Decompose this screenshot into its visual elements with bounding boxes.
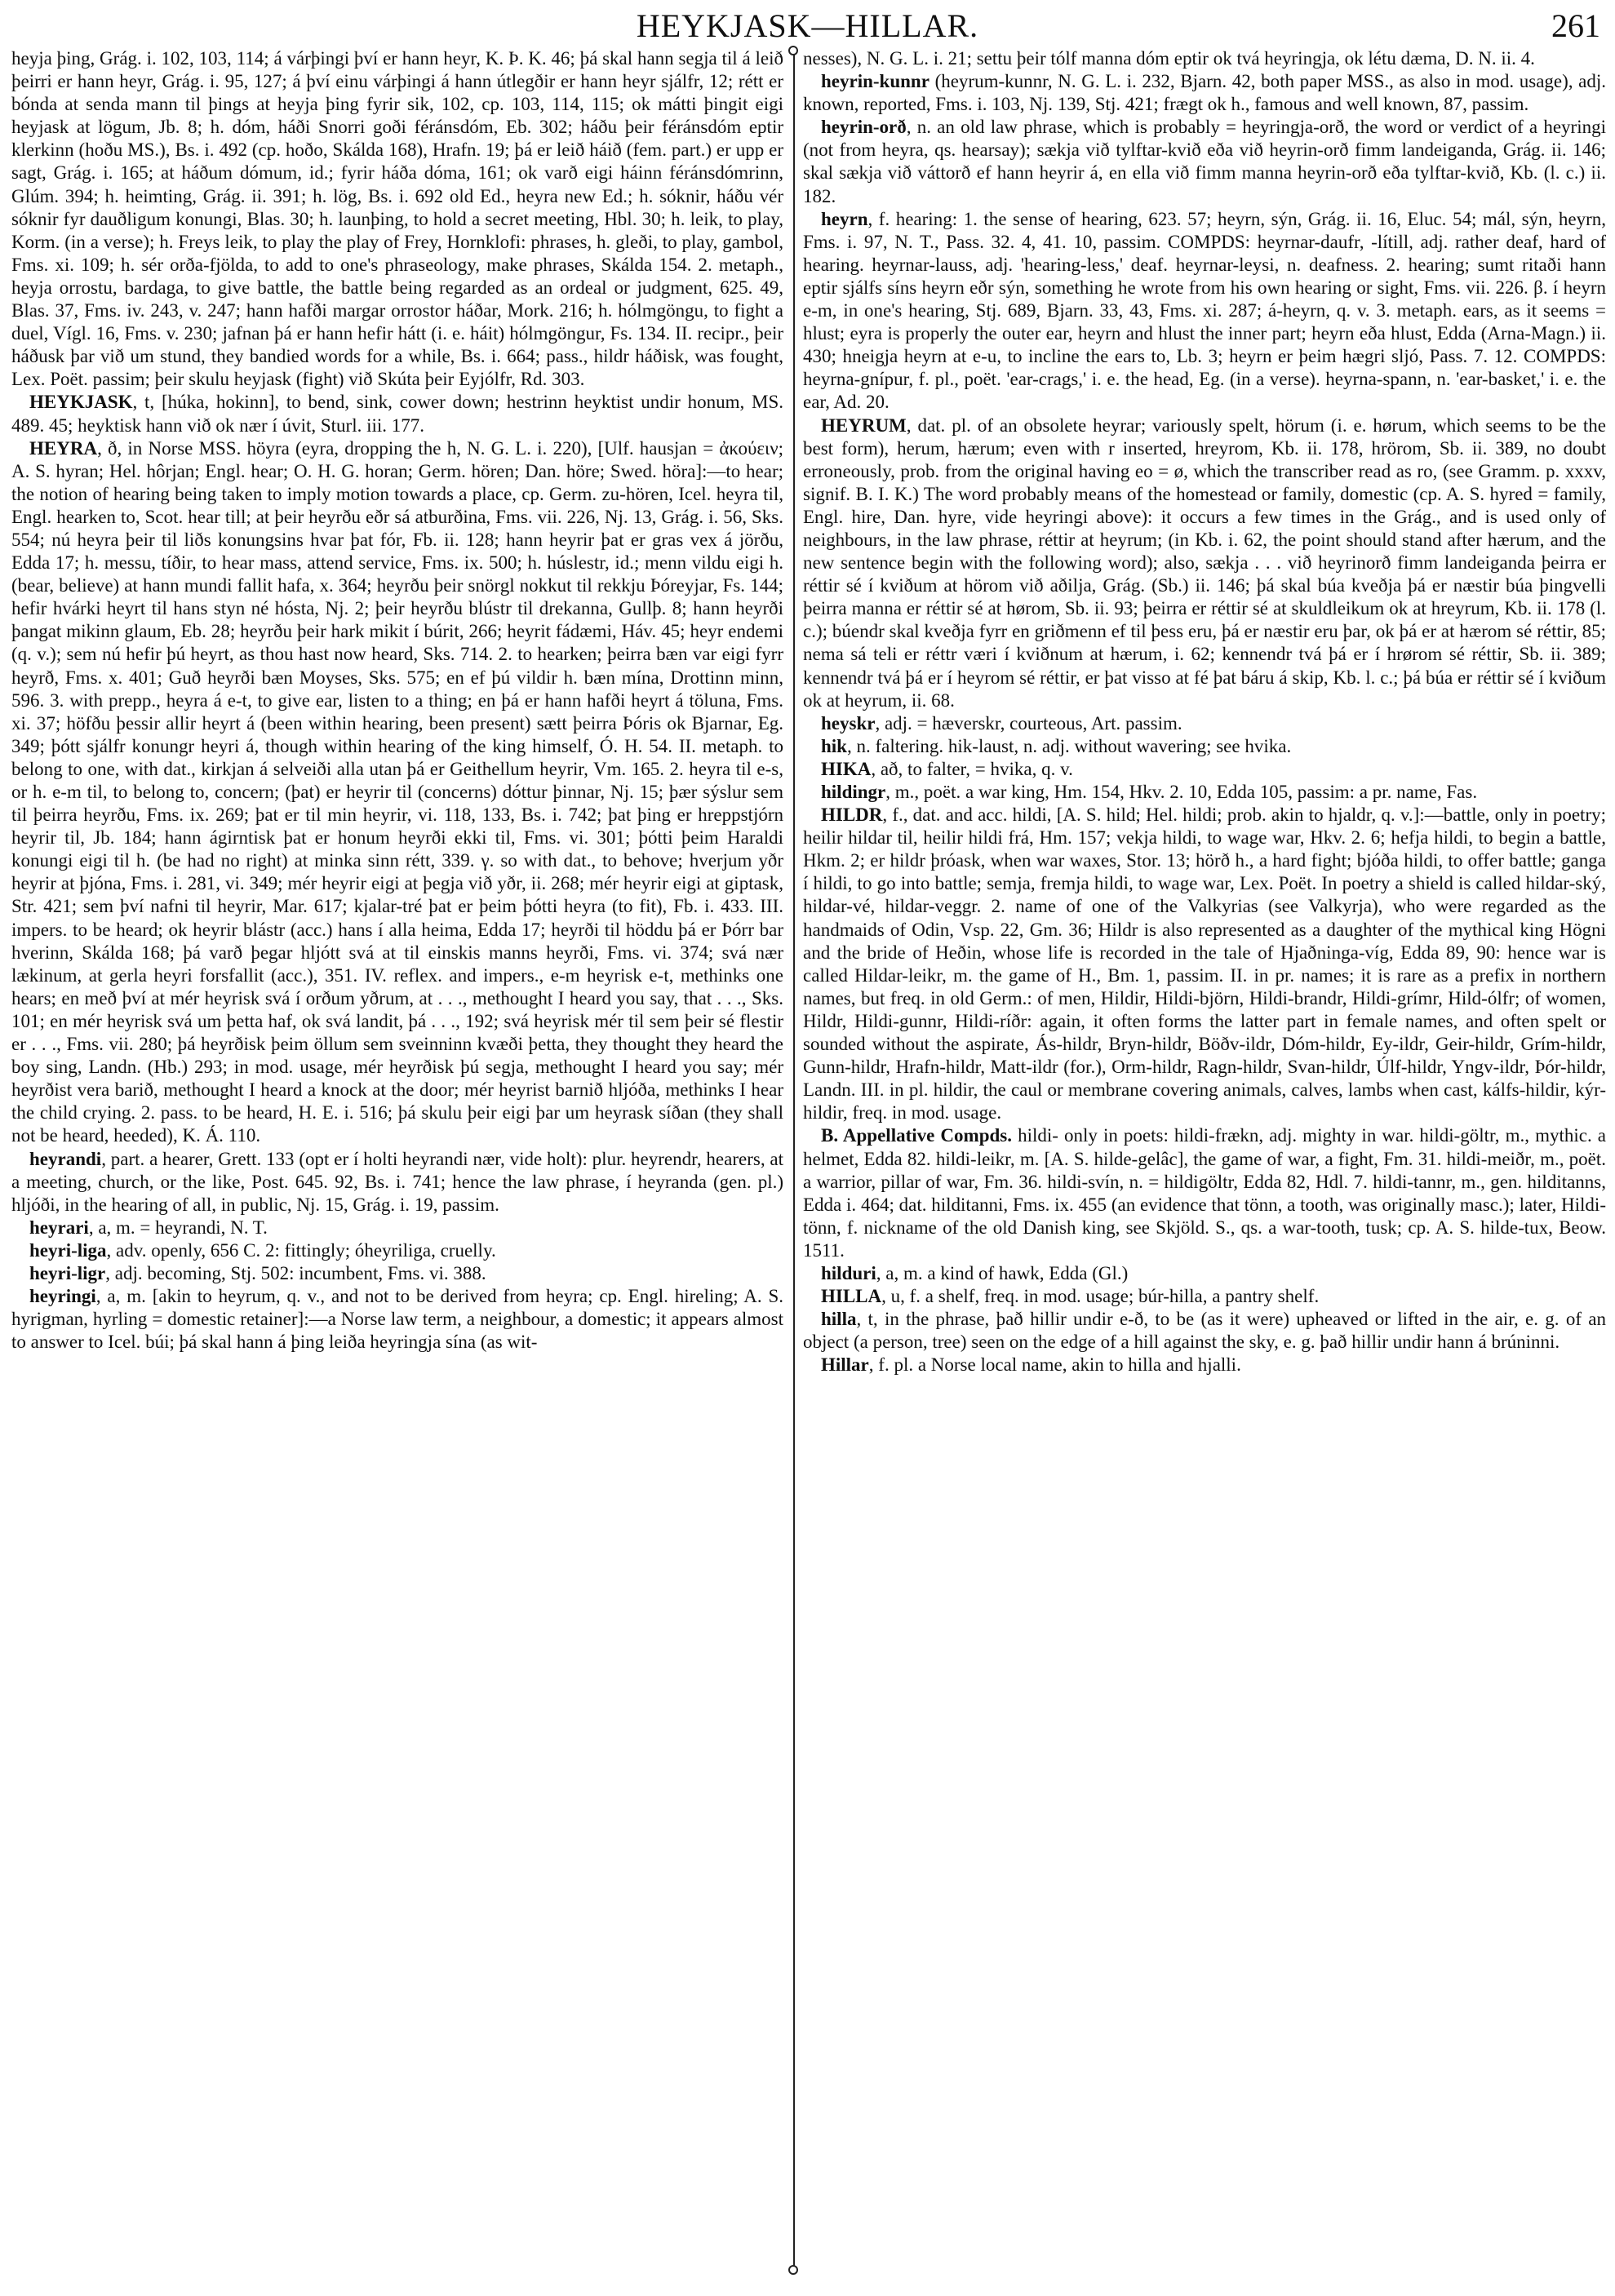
entry-headword: heyri-ligr [29, 1262, 106, 1283]
entry-headword: hilla [821, 1309, 857, 1330]
entry-headword: hilduri [821, 1262, 876, 1283]
entry-headword: heyrandi [29, 1148, 102, 1169]
dictionary-entry [11, 437, 783, 1148]
entry-text: , u, f. a shelf, freq. in mod. usage; búr-hilla, a pantry shelf. [881, 1286, 1320, 1307]
entry-headword: heyskr [821, 712, 876, 734]
entry-headword: heyrin-orð [821, 117, 907, 138]
entry-text: , dat. pl. of an obsolete heyrar; variously spelt, hörum (i. e. hørum, which seems to be the best form), herum, hærum; even with r inserted, hreyrom, Kb. ii. 178, hrörom, Sb. ii. 389, no doubt erroneously, prob. from the original having eo = ø, which the transcriber read as ro, (see Gramm. p. xxxv, signif. B. I. K.) The word probably means of the homestead or family, domestic (cp. A. S. hyred = family, Engl. hire, Dan. hyre, vide heyringi above): it occurs a few times in the Grág., and is used only of neighbours, in the law phrase, réttir at heyrum; (in Kb. i. 62, the point should stand after hærum, and the new sentence begin with the following word); also, sækja . . . við heyrinorð fimm landeiganda þeirra er réttir sé í kviðum at hörom við aðilja, Grág. (Sb.) ii. 146; þá skal búa kveðja þá er næstir búa þingvelli þeirra manna er réttir sé at hørom, Sb. ii. 93; þeirra er réttir sé at skuldleikum ok at hreyrum, Kb. ii. 178 (l. c.); búendr skal kveðja fyrr en griðmenn ef til þess eru, þá er næstir eru þar, ok þá er at hærom sé réttir, 85; nema sá teli er réttr væri í kviðnum at hærum, i. 62; kennendr tvá þá er í hrørom sé réttir, Sb. ii. 389; kennendr tvá þá er í heyrom sé réttir, er þat visso at fé þat báru á skip, Kb. l. c.; þá búa er réttir sé í kviðum ok at heyrum, ii. 68. [803, 414, 1606, 711]
dictionary-entry [803, 781, 1606, 804]
entry-headword: HIKA [821, 758, 872, 779]
dictionary-entry [11, 1262, 783, 1285]
dictionary-entry [803, 116, 1606, 207]
entry-text: nesses), N. G. L. i. 21; settu þeir tólf manna dóm eptir ok tvá heyringja, ok létu dæma, D. N. ii. 4. [803, 48, 1535, 69]
entry-text: , að, to falter, = hvika, q. v. [871, 758, 1073, 779]
rule-ornament-icon [788, 46, 798, 55]
dictionary-entry [11, 391, 783, 437]
entry-text: , ð, in Norse MSS. höyra (eyra, dropping the h, N. G. L. i. 220), [Ulf. hausjan = ἀκούειν; A. S. hyran; Hel. hôrjan; Engl. hear; O. H. G. horan; Germ. hören; Dan. höre; Swed. höra]:—to hear; the notion of hearing being taken to imply motion towards a place, cp. Germ. zu-hören, Icel. heyra til, Engl. hearken to, Scot. hear till; at þeir heyrðu eðr sá atburðina, Fms. vii. 226, Nj. 13, Grág. i. 56, Sks. 554; nú heyra þeir til liðs konungsins hvar þat fór, Fb. ii. 128; hann heyrir þat er gras vex á jörðu, Edda 17; h. messu, tíðir, to hear mass, attend service, Fms. ix. 500; h. húslestr, id.; menn vildu eigi h. (bear, believe) at hann mundi fallit hafa, x. 364; heyrðu þeir snörgl nokkut til rekkju Þóreyjar, Fs. 144; hefir hvárki heyrt til hans styn né hósta, Nj. 2; þeir heyrðu blústr til drekanna, Gullþ. 8; hann heyrði þangat mikinn glaum, Eb. 28; heyrðu þeir hark mikit í búrit, 266; heyrit fádæmi, Háv. 45; heyr endemi (q. v.); sem nú hefir þú heyrt, as thou hast now heard, Sks. 714. 2. to hearken; þeirra bæn var eigi fyrr heyrð, Fms. x. 401; Guð heyrði bæn Moyses, Sks. 575; en ef þú vildir h. bæn mína, Drottinn minn, 596. 3. with prepp., heyra á e-t, to give ear, listen to a thing; en þá er hann hafði heyrt á töluna, Fms. xi. 37; höfðu þessir allir heyrt á (been within hearing, been present) sætt þeirra Þóris ok Bjarnar, Eg. 349; þótt sjálfr konungr heyri á, though within hearing of the king himself, Ó. H. 54. II. metaph. to belong to one, with dat., kirkjan á selveiði alla utan þá er Geithellum heyrir, Vm. 165. 2. heyra til e-s, or h. e-m til, to belong to, concern; (þat) er heyrir til (concerns) dóttur þinnar, Nj. 15; þær sýslur sem til þeirra heyrðu, Fms. ix. 269; þat er til min heyrir, vi. 118, 133, Bs. i. 742; þat þing er hreppstjórn heyrir til, Jb. 184; hann ágirntisk þat er honum heyrði ekki til, Fms. vi. 301; þótti þeim Haraldi konungi eigi til h. (be had no right) at minka sinn rétt, 339. γ. so with dat., to behove; hverjum yðr heyrir at þjóna, Fms. i. 281, vi. 349; mér heyrir eigi at þegja við yðr, ii. 268; mér heyrir eigi at giptask, Str. 421; sem því nafni til heyrir, Mar. 617; kjalar-tré þat er þeim þótti heyra (to fit), Fb. i. 433. III. impers. to be heard; ok heyrir blástr (acc.) hans í alla heima, Edda 17; heyrði til höddu þá er Þórr bar hverinn, Skálda 168; þá varð þegar hljótt svá at til einskis manns heyrði, Fms. vi. 374; svá nær lækinum, at gerla heyri forsfallit (acc.), 351. IV. reflex. and impers., e-m heyrisk e-t, methinks one hears; en með því at mér heyrisk svá í orðum yðrum, at . . ., methought I heard you say, that . . ., Sks. 101; en mér heyrisk svá um þetta haf, ok svá landit, þá . . ., 192; svá heyrisk mér til sem þeir sé flestir er . . ., Fms. vii. 280; þá heyrðisk þeim öllum sem sveinninn kvæði þetta, they thought they heard the boy sing, Landn. (Hb.) 293; in mod. usage, mér heyrðisk þú segja, methought I heard you say; mér heyrðist vera barið, methought I heard a knock at the door; mér heyrist barnið hljóða, methinks I hear the child crying. 2. pass. to be heard, H. E. i. 516; þá skulu þeir eigi þar um heyrask síðan (they shall not be heard, heeded), K. Á. 110. [11, 437, 783, 1146]
entry-text: , adv. openly, 656 C. 2: fittingly; óheyriliga, cruelly. [106, 1239, 496, 1261]
page-header [0, 7, 1615, 47]
dictionary-entry [11, 47, 783, 391]
page-number: 261 [1551, 7, 1600, 44]
dictionary-entry [11, 1148, 783, 1217]
dictionary-entry [803, 1285, 1606, 1308]
entry-text: , a, m. = heyrandi, N. T. [88, 1217, 268, 1238]
dictionary-entry [803, 208, 1606, 414]
dictionary-entry [803, 758, 1606, 781]
entry-headword: heyri-liga [29, 1239, 107, 1261]
entry-headword: HILDR [821, 804, 883, 826]
left-column [11, 47, 783, 2283]
dictionary-entry [803, 47, 1606, 70]
entry-headword: HEYKJASK [29, 392, 133, 413]
entry-headword: hildingr [821, 782, 886, 802]
entry-headword: heyringi [29, 1286, 96, 1307]
entry-headword: heyrari [29, 1217, 89, 1238]
entry-text: , adj. = hæverskr, courteous, Art. passim. [875, 712, 1182, 734]
entry-text: , n. an old law phrase, which is probably = heyringja-orð, the word or verdict of a heyringi (not from heyra, qs. hearsay); sækja við tylftar-kvið eða við heyrin-orð fimm landeiganda, Grág. ii. 146; skal sækja við váttorð ef hann heyrir á, en ella við fimm manna heyrin-orð eða tylftar-kvið, Kb. (l. c.) ii. 182. [803, 117, 1606, 206]
entry-headword: HEYRUM [821, 414, 907, 436]
dictionary-entry [803, 1308, 1606, 1354]
entry-text: , f. pl. a Norse local name, akin to hilla and hjalli. [868, 1354, 1241, 1376]
dictionary-entry [803, 712, 1606, 735]
entry-headword: heyrn [821, 208, 868, 229]
entry-text: , part. a hearer, Grett. 133 (opt er í holti heyrandi nær, vide holt): plur. heyrendr, hearers, at a meeting, church, or the like, Post. 645. 92, Bs. i. 741; hence the law phrase, í heyranda (gen. pl.) hljóði, in the hearing of all, in public, Nj. 15, Grág. i. 19, passim. [11, 1148, 783, 1215]
entry-text: heyja þing, Grág. i. 102, 103, 114; á várþingi því er hann heyr, K. Þ. K. 46; þá skal hann segja til á leið þeirri er hann heyr, Grág. i. 95, 127; á því einu várþingi á hann útlegðir er hann heyr sjálfr, 12; rétt er bónda at senda mann til þings at heyja þing fyrir sik, 102, cp. 103, 114, 115; ok mátti þingit eigi heyjask at lögum, Jb. 8; h. dóm, háði Snorri goði féránsdóm, Eb. 302; háðu þeir féránsdóm eptir klerkinn (hoðu MS.), Bs. i. 492 (cp. hoðo, Skálda 168), Hrafn. 19; þá er leið háið (fem. part.) er upp er sagt, Grág. i. 165; at háðum dómum, id.; fyrir háða dóma, 161; ok varð eigi háinn féránsdómrinn, Glúm. 394; h. heimting, Grág. ii. 391; h. lög, Bs. i. 692 old Ed., heyra new Ed.; h. sóknir, háðu vér sóknir fyr dauðligum konungi, Blas. 30; h. launþing, to hold a secret meeting, Hbl. 30; h. leik, to play, Korm. (in a verse); h. Freys leik, to play the play of Frey, Hornklofi: phrases, h. gleði, to play, gambol, Fms. xi. 109; h. sér orða-fjölda, to add to one's phraseology, make phrases, Skálda 154. 2. metaph., heyja orrostu, bardaga, to give battle, the battle being regarded as an ordeal or judgment, 625. 49, Blas. 37, Fms. iv. 243, v. 247; hann hafði margar orrostor háðar, Mork. 216; h. hólmgöngu, to fight a duel, Vígl. 16, Fms. v. 230; jafnan þá er hann hefir hátt (i. e. háit) hólmgöngur, Fs. 134. II. recipr., þeir háðusk þar við um stund, they bandied words for a while, Bs. i. 664; pass., hildr háðisk, was fought, Lex. Poët. passim; þeir skulu heyjask (fight) við Skúta þeir Eyjólfr, Rd. 303. [11, 48, 783, 390]
entry-text: , f. hearing: 1. the sense of hearing, 623. 57; heyrn, sýn, Grág. ii. 16, Eluc. 54; mál, sýn, heyrn, Fms. i. 97, N. T., Pass. 32. 4, 41. 10, passim. COMPDS: heyrnar-daufr, -lítill, adj. rather deaf, hard of hearing. heyrnar-lauss, adj. 'hearing-less,' deaf. heyrnar-leysi, n. deafness. 2. hearing; sumt ritaði hann eptir sjálfs síns heyrn eðr sýn, something he wrote from his own hearing or sight, Fms. vii. 226. β. í heyrn e-m, in one's hearing, Stj. 689, Bjarn. 33, 43, Fms. xi. 287; á-heyrn, q. v. 3. metaph. ears, as it seems = hlust; eyra is properly the outer ear, heyrn and hlust the inner part; heyrn eða hlust, Edda (Arna-Magn.) ii. 430; hneigja heyrn at e-u, to incline the ears to, Lb. 3; heyrn er þeim hægri sljó, Pass. 7. 12. COMPDS: heyrna-gnípur, f. pl., poët. 'ear-crags,' i. e. the head, Eg. (in a verse). heyrna-spann, n. 'ear-basket,' i. e. the ear, Ad. 20. [803, 208, 1606, 413]
entry-text: (heyrum-kunnr, N. G. L. i. 232, Bjarn. 42, both paper MSS., as also in mod. usage), adj. known, reported, Fms. i. 103, Nj. 139, Stj. 421; frægt ok h., famous and well known, 87, passim. [803, 71, 1606, 115]
entry-headword: Hillar [821, 1354, 869, 1376]
dictionary-entry [803, 70, 1606, 116]
rule-ornament-icon [788, 2265, 798, 2275]
entry-headword: HEYRA [29, 437, 98, 459]
entry-headword: heyrin-kunnr [821, 71, 930, 92]
entry-text: , f., dat. and acc. hildi, [A. S. hild; Hel. hildi; prob. akin to hjaldr, q. v.]:—battle, only in poetry; heilir hildar til, heilir hildi frá, Hm. 157; vekja hildi, to wage war, Hkv. 2. 6; hefja hildi, to begin a battle, Hkm. 2; er hildr þróask, when war waxes, Stor. 13; hörð h., a hard fight; bjóða hildi, to offer battle; ganga í hildi, to go into battle; semja, fremja hildi, to wage war, Lex. Poët. In poetry a shield is called hildar-ský, hildar-vé, hildar-veggr. 2. name of one of the Valkyrias (see Valkyrja), who were regarded as the handmaids of Odin, Vsp. 22, Gm. 36; Hildr is also represented as a daughter of the mythical king Högni and the bride of Heðin, whose life is recorded in the tale of Hjaðninga-víg, Edda 89, 90: hence war is called Hildar-leikr, m. the game of H., Bm. 1, passim. II. in pr. names; it is rare as a prefix in northern names, but freq. in old Germ.: of men, Hildir, Hildi-björn, Hildi-brandr, Hildi-grímr, Hild-ólfr; of women, Hildr, Hildi-gunnr, Hildi-ríðr: again, it often forms the latter part in female names, and often spelt or sounded without the aspirate, Ás-hildr, Bryn-hildr, Böðv-ildr, Dóm-hildr, Ey-ildr, Geir-hildr, Grím-hildr, Gunn-hildr, Hrafn-hildr, Matt-ildr (for.), Orm-hildr, Ragn-hildr, Svan-hildr, Úlf-hildr, Yngv-ildr, Þór-hildr, Landn. III. in pl. hildir, the caul or membrane covering animals, calves, lambs when cast, kálfs-hildir, kýr-hildir, freq. in mod. usage. [803, 804, 1606, 1124]
dictionary-entry [803, 1124, 1606, 1262]
entry-text: , a, m. [akin to heyrum, q. v., and not to be derived from heyra; cp. Engl. hireling; A. S. hyrigman, hyrling = domestic retainer]:—a Norse law term, a neighbour, a domestic; it appears almost to answer to Icel. búi; þá skal hann á þing leiða heyringja sína (as wit- [11, 1286, 783, 1353]
entry-text: hildi- only in poets: hildi-frækn, adj. mighty in war. hildi-göltr, m., mythic. a helmet, Edda 82. hildi-leikr, m. [A. S. hilde-gelâc], the game of war, a fight, Fm. 31. hildi-meiðr, m., poët. a warrior, pillar of war, Fm. 36. hildi-svín, n. = hildigöltr, Edda 82, Hdl. 7. hildi-tannr, m., gen. hilditanns, Edda i. 464; dat. hilditanni, Fms. ix. 455 (an evidence that tönn, a tooth, was originally masc.); later, Hildi-tönn, f. nickname of the old Danish king, see Skjöld. S., qs. a war-tooth, tusk; cp. A. S. hilde-tux, Beow. 1511. [803, 1125, 1606, 1261]
entry-text: , a, m. a kind of hawk, Edda (Gl.) [876, 1262, 1129, 1283]
entry-text: , n. faltering. hik-laust, n. adj. without wavering; see hvika. [846, 735, 1292, 756]
dictionary-entry [803, 414, 1606, 712]
entry-headword: HILLA [821, 1286, 882, 1307]
dictionary-entry [11, 1239, 783, 1262]
running-head: HEYKJASK—HILLAR. [636, 7, 979, 44]
entry-text: , t, [húka, hokinn], to bend, sink, cower down; hestrinn heyktist undir honum, MS. 489. 45; heyktisk hann við ok nær í úvit, Sturl. iii. 177. [11, 392, 783, 436]
dictionary-entry [803, 1354, 1606, 1376]
dictionary-entry [803, 804, 1606, 1124]
right-column [803, 47, 1606, 2283]
entry-text: , adj. becoming, Stj. 502: incumbent, Fms. vi. 388. [105, 1262, 486, 1283]
dictionary-entry [803, 735, 1606, 758]
entry-text: , t, in the phrase, það hillir undir e-ð, to be (as it were) upheaved or lifted in the air, e. g. of an object (a person, tree) seen on the edge of a hill against the sky, e. g. það hillir undir hann á brúninni. [803, 1309, 1606, 1353]
entry-headword: B. Appellative Compds. [821, 1125, 1012, 1146]
dictionary-entry [11, 1285, 783, 1354]
dictionary-entry [803, 1262, 1606, 1285]
entry-text: , m., poët. a war king, Hm. 154, Hkv. 2. 10, Edda 105, passim: a pr. name, Fas. [885, 782, 1478, 802]
column-rule [793, 51, 795, 2270]
entry-headword: hik [821, 735, 847, 756]
dictionary-entry [11, 1217, 783, 1239]
